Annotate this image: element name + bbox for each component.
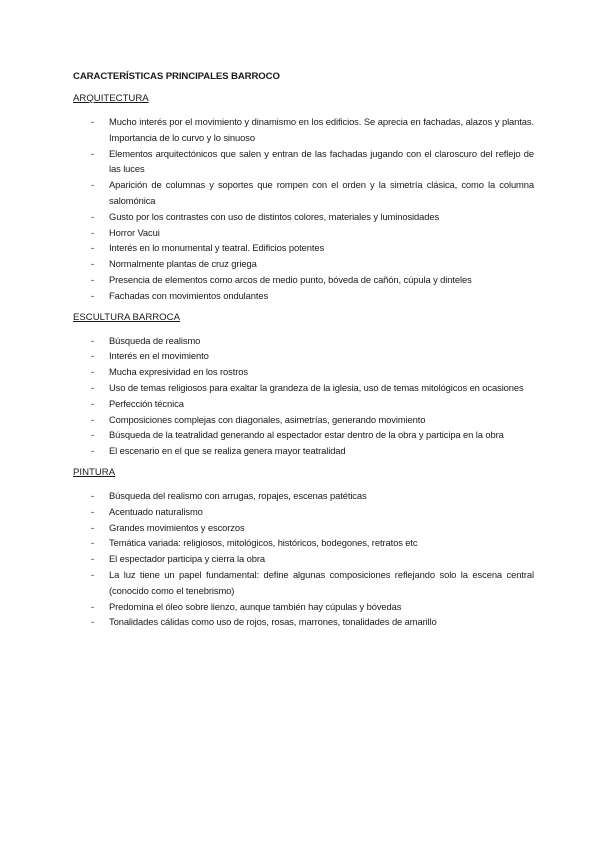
list-item — [73, 504, 534, 520]
bullet-dash: - — [91, 568, 95, 580]
bullet-dash: - — [91, 489, 95, 501]
bullet-dash: - — [91, 397, 95, 409]
list-item — [73, 114, 534, 146]
list-item-text: Gusto por los contrastes con uso de distintos colores, materiales y luminosidades — [109, 210, 440, 222]
bullet-dash: - — [91, 381, 95, 393]
bullet-list-arquitectura — [73, 114, 534, 304]
bullet-dash: - — [91, 116, 95, 127]
list-item — [73, 551, 534, 567]
list-item-text: Tonalidades cálidas como uso de rojos, rosas, marrones, tonalidades de amarillo — [109, 616, 437, 628]
list-item — [73, 535, 534, 551]
bullet-dash: - — [91, 505, 95, 517]
bullet-dash: - — [91, 289, 95, 301]
bullet-dash: - — [91, 366, 95, 378]
list-item — [73, 567, 534, 599]
list-item-text: El escenario en el que se realiza genera mayor teatralidad — [109, 445, 346, 457]
list-item-text: Fachadas con movimientos ondulantes — [109, 289, 269, 301]
bullet-dash: - — [91, 413, 95, 425]
bullet-dash: - — [91, 445, 95, 457]
section-heading-pintura: PINTURA — [73, 466, 116, 478]
list-item — [73, 209, 534, 225]
list-item-text: Predomina el óleo sobre lienzo, aunque también hay cúpulas y bóvedas — [109, 600, 402, 612]
bullet-dash: - — [91, 600, 95, 612]
list-item — [73, 225, 534, 241]
list-item-text: Presencia de elementos como arcos de medio punto, bóveda de cañón, cúpula y dinteles — [109, 273, 472, 285]
list-item — [73, 364, 534, 380]
list-item-text: Búsqueda del realismo con arrugas, ropajes, escenas patéticas — [109, 489, 367, 501]
list-item-text: Perfección técnica — [109, 397, 184, 409]
list-item-text: Mucho interés por el movimiento y dinamismo en los edificios. Se aprecia en fachadas, alazos y plantas. Importancia de lo curvo y lo sinuoso — [109, 116, 534, 143]
list-item — [73, 427, 534, 443]
list-item-text: Mucha expresividad en los rostros — [109, 366, 248, 378]
list-item-text: Búsqueda de la teatralidad generando al espectador estar dentro de la obra y participa en la obra — [109, 429, 504, 441]
section-heading-escultura: ESCULTURA BARROCA — [73, 311, 180, 323]
list-item-text: Interés en el movimiento — [109, 350, 209, 362]
bullet-dash: - — [91, 258, 95, 270]
list-item-text: Normalmente plantas de cruz griega — [109, 258, 257, 270]
bullet-dash: - — [91, 242, 95, 254]
list-item — [73, 256, 534, 272]
list-item — [73, 614, 534, 630]
list-item — [73, 443, 534, 459]
bullet-dash: - — [91, 210, 95, 222]
bullet-dash: - — [91, 334, 95, 346]
list-item — [73, 272, 534, 288]
list-item — [73, 520, 534, 536]
list-item — [73, 288, 534, 304]
list-item-text: Temática variada: religiosos, mitológicos, históricos, bodegones, retratos etc — [109, 537, 418, 549]
list-item — [73, 488, 534, 504]
list-item-text: La luz tiene un papel fundamental: define algunas composiciones reflejando solo la escena central (conocido como el tenebrismo) — [109, 568, 534, 596]
document-title: CARACTERÍSTICAS PRINCIPALES BARROCO — [73, 71, 280, 82]
bullet-list-pintura — [73, 488, 534, 630]
list-item-text: Interés en lo monumental y teatral. Edificios potentes — [109, 242, 325, 254]
bullet-list-escultura — [73, 333, 534, 459]
list-item — [73, 240, 534, 256]
bullet-dash: - — [91, 147, 95, 159]
bullet-dash: - — [91, 616, 95, 628]
list-item — [73, 396, 534, 412]
list-item-text: Acentuado naturalismo — [109, 505, 203, 517]
list-item — [73, 146, 534, 178]
bullet-dash: - — [91, 350, 95, 362]
list-item-text: Elementos arquitectónicos que salen y entran de las fachadas jugando con el claroscuro del reflejo de las luces — [109, 147, 534, 175]
list-item — [73, 348, 534, 364]
list-item-text: Uso de temas religiosos para exaltar la grandeza de la iglesia, uso de temas mitológicos en ocasiones — [109, 381, 524, 393]
bullet-dash: - — [91, 226, 95, 238]
list-item — [73, 177, 534, 209]
list-item-text: Composiciones complejas con diagonales, asimetrías, generando movimiento — [109, 413, 426, 425]
bullet-dash: - — [91, 179, 95, 191]
bullet-dash: - — [91, 537, 95, 549]
bullet-dash: - — [91, 429, 95, 441]
list-item-text: Búsqueda de realismo — [109, 334, 201, 346]
list-item — [73, 412, 534, 428]
list-item — [73, 599, 534, 615]
list-item-text: El espectador participa y cierra la obra — [109, 553, 265, 565]
bullet-dash: - — [91, 553, 95, 565]
bullet-dash: - — [91, 521, 95, 533]
section-heading-arquitectura: ARQUITECTURA — [73, 93, 149, 104]
list-item-text: Grandes movimientos y escorzos — [109, 521, 245, 533]
list-item — [73, 333, 534, 349]
bullet-dash: - — [91, 273, 95, 285]
list-item-text: Horror Vacui — [109, 226, 160, 238]
list-item — [73, 380, 534, 396]
list-item-text: Aparición de columnas y soportes que rompen con el orden y la simetría clásica, como la columna salomónica — [109, 179, 534, 206]
